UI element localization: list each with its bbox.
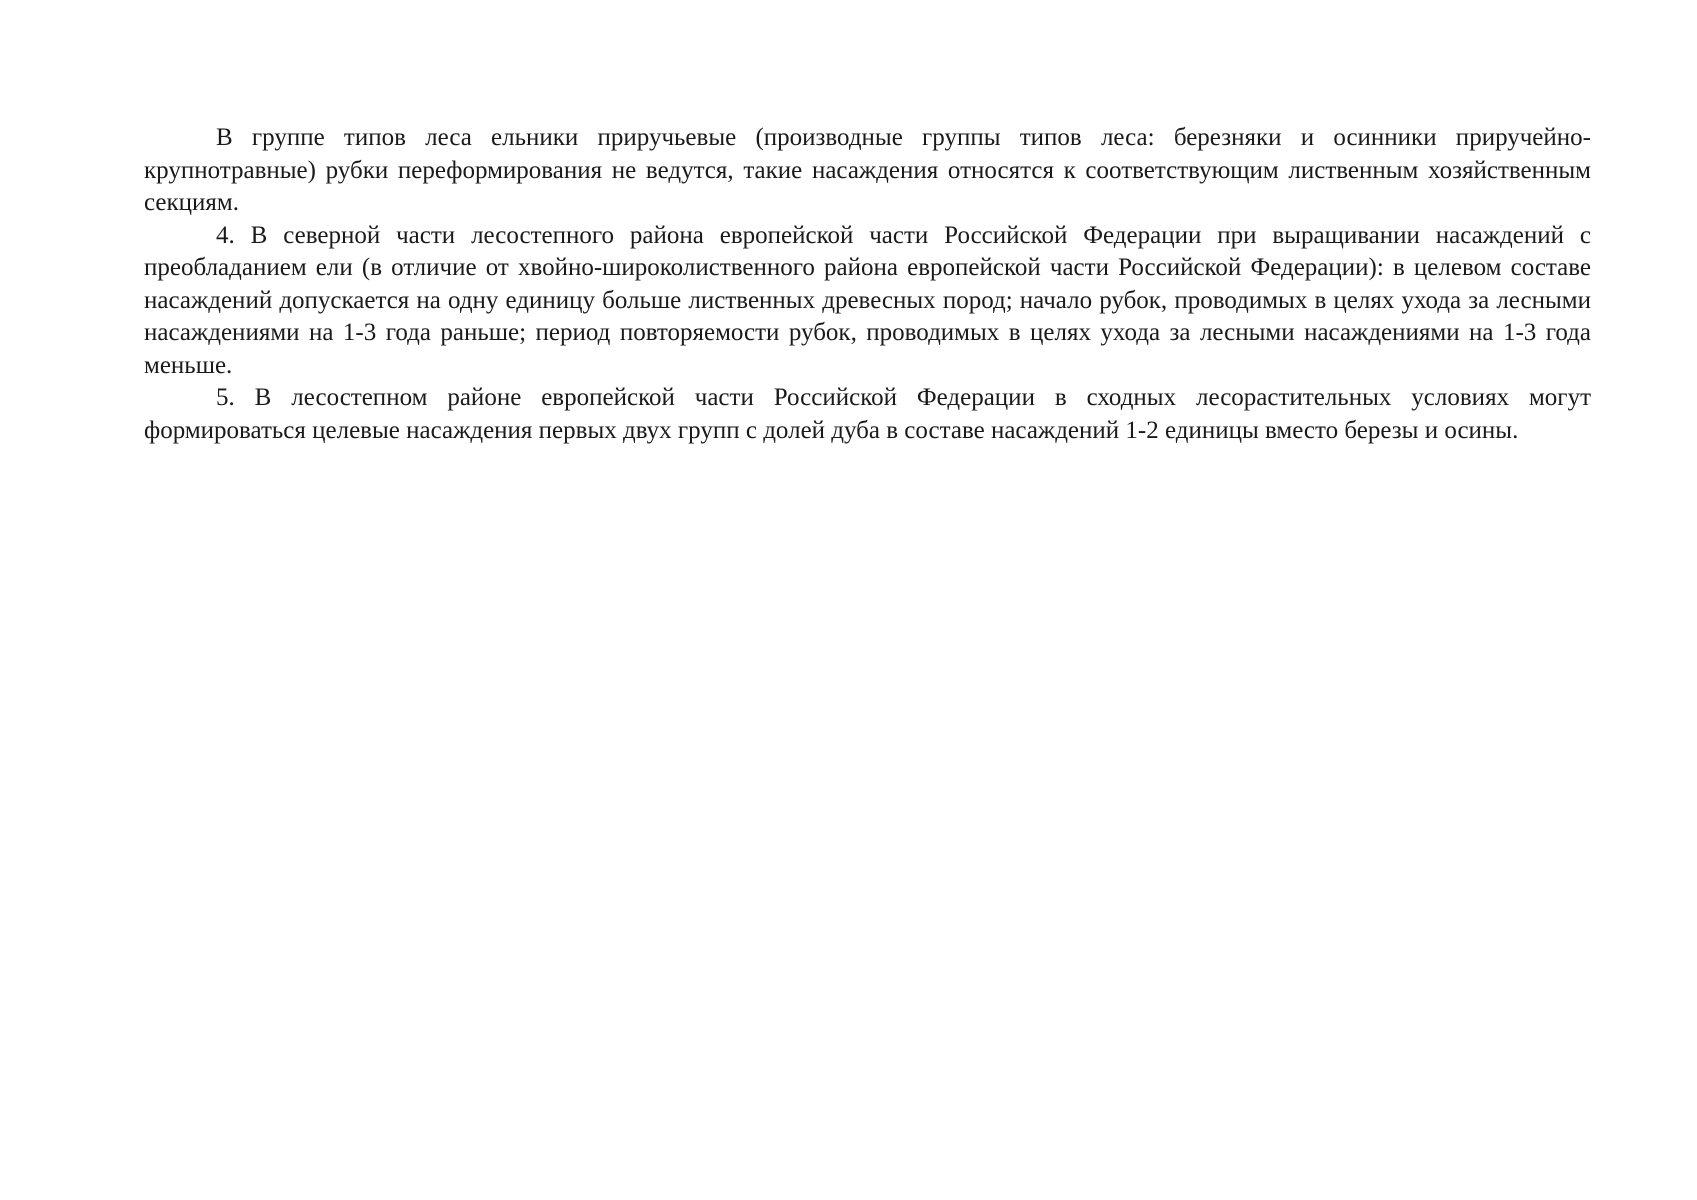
- paragraph-spruce-stream-forests: В группе типов леса ельники приручьевые (производные группы типов леса: березняки и осинники приручейно-крупнотравные) рубки переформирования не ведутся, такие насаждения относятся к соответствующим лиственным хозяйственным секциям.: [144, 124, 1591, 216]
- paragraph-item-5: 5. В лесостепном районе европейской части Российской Федерации в сходных лесорастительных условиях могут формироваться целевые насаждения первых двух групп с долей дуба в составе насаждений 1-2 единицы вместо березы и осины.: [144, 384, 1591, 444]
- paragraph-item-4: 4. В северной части лесостепного района европейской части Российской Федерации при выращивании насаждений с преобладанием ели (в отличие от хвойно-широколиственного района европейской части Российской Федерации): в целевом составе насаждений допускается на одну единицу больше лиственных древесных пород; начало рубок, проводимых в целях ухода за лесными насаждениями на 1-3 года раньше; период повторяемости рубок, проводимых в целях ухода за лесными насаждениями на 1-3 года меньше.: [144, 221, 1591, 379]
- document-body: [144, 122, 1591, 447]
